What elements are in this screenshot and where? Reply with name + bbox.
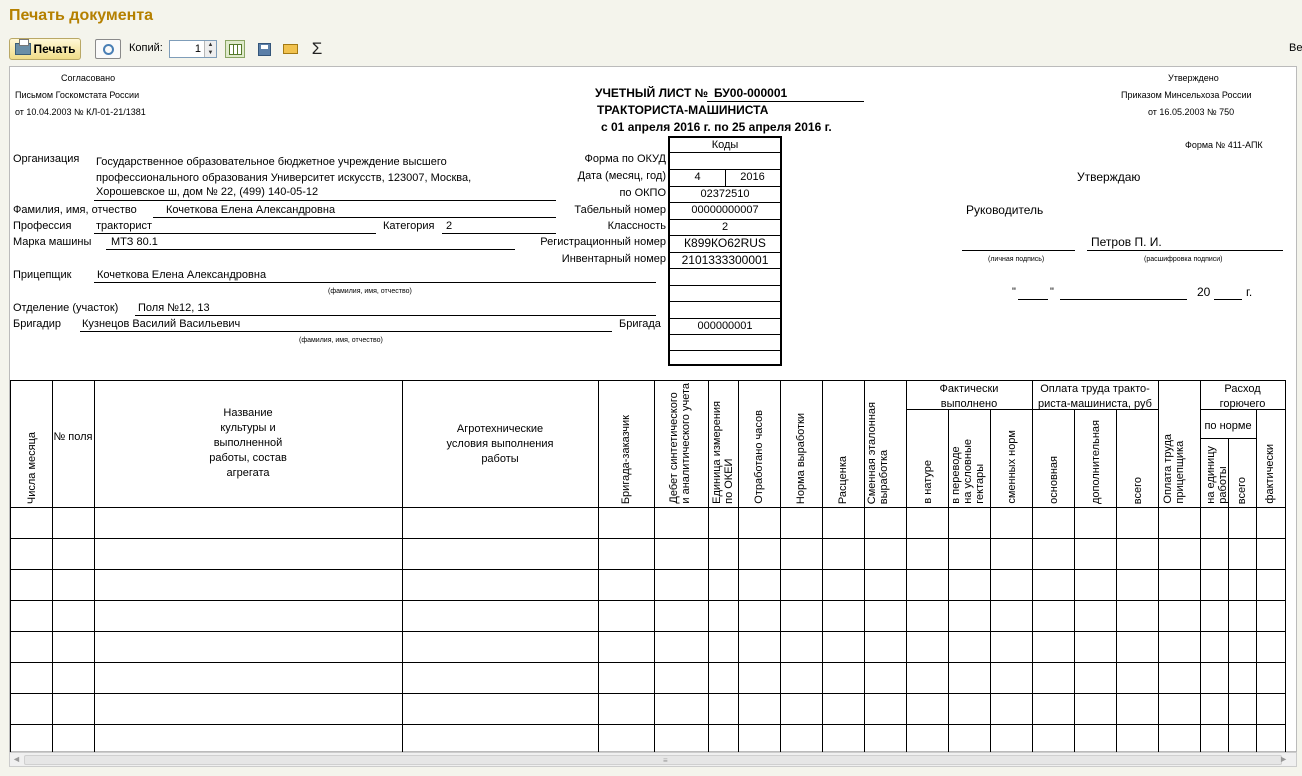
table-col-line	[906, 380, 907, 754]
table-row-line	[10, 693, 1285, 694]
code-tab: 00000000007	[691, 204, 759, 216]
header-brigade-line: Бригада-заказчик	[620, 414, 632, 504]
window-title: Печать документа	[9, 7, 154, 24]
copies-label: Копий:	[129, 42, 163, 54]
doc-title-prefix: УЧЕТНЫЙ ЛИСТ №	[595, 86, 709, 100]
scroll-right-icon[interactable]: ►	[1279, 754, 1288, 764]
header-fuel-total-line: всего	[1236, 476, 1248, 504]
code-brigade: 000000001	[697, 320, 753, 332]
header-name-line: работы, состав	[209, 452, 287, 464]
profession-label: Профессия	[13, 220, 72, 232]
code-year: 2016	[740, 171, 765, 183]
header-day	[26, 432, 38, 504]
org-line-1: Государственное образовательное бюджетное учреждение высшего	[96, 156, 447, 168]
sum-icon: Σ	[311, 39, 323, 58]
machine-underline	[106, 249, 515, 250]
org-line-3: Хорошевское ш, дом № 22, (499) 140-05-12	[96, 186, 319, 198]
send-email-button[interactable]	[280, 40, 300, 58]
approved-order: Приказом Минсельхоза России	[1121, 90, 1252, 100]
doc-period: с 01 апреля 2016 г. по 25 апреля 2016 г.	[601, 120, 832, 134]
table-row-line	[10, 631, 1285, 632]
header-name-line: агрегата	[226, 467, 270, 479]
header-trailer-pay-line: Оплата труда	[1162, 434, 1174, 504]
printer-icon	[15, 43, 31, 55]
codes-box	[668, 136, 782, 366]
header-fact	[906, 382, 1032, 412]
table-row-line	[10, 724, 1285, 725]
code-label-reg: Регистрационный номер	[540, 236, 666, 248]
machine-value: МТЗ 80.1	[111, 236, 158, 248]
header-trailer-pay-line: прицепщика	[1174, 441, 1186, 504]
table-col-line	[654, 380, 655, 754]
table-col-line	[822, 380, 823, 754]
header-agro-line: работы	[481, 453, 519, 465]
trailer-hint: (фамилия, имя, отчество)	[328, 288, 412, 295]
header-fuel-actual	[1264, 444, 1276, 504]
header-debit-line: и аналитического учета	[680, 383, 692, 504]
machine-label: Марка машины	[13, 236, 92, 248]
org-label: Организация	[13, 153, 80, 165]
codes-header: Коды	[711, 139, 739, 151]
header-unit-line: по ОКЕИ	[723, 458, 735, 504]
table-col-line	[864, 380, 865, 754]
trailer-value: Кочеткова Елена Александровна	[97, 269, 267, 281]
trailer-underline	[94, 282, 656, 283]
toolbar	[0, 36, 1302, 62]
date-year-prefix: 20	[1197, 285, 1211, 299]
header-main-line: основная	[1048, 456, 1060, 504]
signature-line	[962, 250, 1075, 251]
table-header-bottom	[10, 507, 1285, 508]
code-label-okud: Форма по ОКУД	[584, 153, 666, 165]
copies-stepper[interactable]	[169, 40, 217, 58]
header-agro-line: Агротехнические	[456, 423, 544, 435]
header-converted-line: в переводе	[950, 446, 962, 504]
table-col-line	[948, 409, 949, 754]
table-col-line	[780, 380, 781, 754]
table-col-line	[1200, 380, 1201, 754]
code-label-tab: Табельный номер	[574, 204, 666, 216]
header-total	[1132, 477, 1144, 504]
header-fact-line: выполнено	[940, 398, 998, 410]
header-per-unit-line: на единицу	[1205, 446, 1217, 504]
fio-underline	[153, 217, 556, 218]
header-main	[1048, 456, 1060, 504]
header-converted-line: гектары	[974, 464, 986, 504]
signature-name-line	[1087, 250, 1283, 251]
header-norm	[795, 413, 807, 504]
magnifier-icon	[103, 44, 114, 55]
table-col-line	[708, 380, 709, 754]
date-quote-open: "	[1012, 286, 1016, 298]
fio-value: Кочеткова Елена Александровна	[166, 204, 336, 216]
header-trailer-pay	[1162, 434, 1186, 504]
table-col-line	[1256, 409, 1257, 754]
horizontal-scrollbar[interactable]	[9, 752, 1297, 767]
foreman-hint: (фамилия, имя, отчество)	[299, 337, 383, 344]
header-pay-line: риста-машиниста, руб	[1038, 398, 1152, 410]
code-reg: К899КО62RUS	[684, 236, 766, 250]
toolbar-right-text: Ве	[1289, 42, 1302, 54]
code-inv: 2101333300001	[681, 253, 769, 267]
header-fuel-total	[1236, 477, 1248, 504]
envelope-icon	[283, 44, 298, 54]
save-button[interactable]	[254, 40, 274, 58]
copies-spin-buttons[interactable]	[204, 41, 216, 57]
date-day-line	[1018, 299, 1048, 300]
doc-number: БУ00-000001	[714, 86, 788, 100]
header-agro	[402, 422, 598, 467]
table-col-line	[1074, 409, 1075, 754]
header-pay	[1032, 382, 1158, 412]
table-col-line	[990, 409, 991, 754]
table-col-line	[598, 380, 599, 754]
dept-value: Поля №12, 13	[138, 302, 210, 314]
preview-button[interactable]	[95, 39, 121, 59]
header-additional	[1090, 420, 1102, 504]
approved-label: Утверждено	[1168, 73, 1219, 83]
category-value: 2	[446, 220, 453, 232]
table-row-line	[10, 600, 1285, 601]
code-label-okpo: по ОКПО	[619, 187, 666, 199]
agreed-label: Согласовано	[61, 73, 116, 83]
date-year-line	[1214, 299, 1242, 300]
grid-toggle-button[interactable]	[225, 40, 245, 58]
table-col-line	[1116, 409, 1117, 754]
header-per-norm-line: по норме	[1204, 420, 1252, 432]
approved-date: от 16.05.2003 № 750	[1148, 107, 1235, 117]
foreman-value: Кузнецов Василий Васильевич	[82, 318, 241, 330]
header-fuel-actual-line: фактически	[1264, 444, 1276, 504]
header-per-unit	[1205, 446, 1229, 504]
table-row-line	[10, 538, 1285, 539]
grid-icon	[229, 44, 242, 55]
form-number: Форма № 411-АПК	[1185, 140, 1263, 150]
copies-input[interactable]	[170, 41, 204, 57]
header-name	[94, 406, 402, 481]
header-shift-line: выработка	[878, 449, 890, 504]
header-pay-line: Оплата труда тракто-	[1040, 383, 1150, 395]
table-row-line	[10, 569, 1285, 570]
header-per-norm	[1200, 419, 1256, 434]
org-line-2: профессионального образования Университет искусств, 123007, Москва,	[96, 172, 472, 184]
header-shift-norms-line: сменных норм	[1006, 430, 1018, 504]
header-fuel	[1200, 382, 1285, 412]
code-month: 4	[694, 171, 701, 183]
table-col-line	[10, 380, 11, 754]
header-brigade	[620, 415, 632, 504]
sum-button[interactable]	[307, 40, 327, 58]
header-fuel-line: горючего	[1219, 398, 1266, 410]
header-natural	[922, 460, 934, 504]
code-okpo: 02372510	[700, 188, 750, 200]
code-label-class: Классность	[607, 220, 666, 232]
operations-table	[10, 380, 1285, 754]
header-natural-line: в натуре	[922, 460, 934, 504]
header-name-line: культуры и	[220, 422, 276, 434]
date-quote-close: "	[1050, 286, 1054, 298]
trailer-label: Прицепщик	[13, 269, 72, 281]
table-col-line	[1032, 380, 1033, 754]
scrollbar-thumb[interactable]	[24, 755, 1282, 765]
header-name-line: Название	[223, 407, 273, 419]
header-day-line: Числа месяца	[26, 431, 38, 504]
floppy-icon	[258, 43, 271, 56]
foreman-underline	[80, 331, 612, 332]
signature-hint: (личная подпись)	[988, 256, 1045, 263]
header-hours-line: Отработано часов	[753, 410, 765, 504]
doc-title-line2: ТРАКТОРИСТА-МАШИНИСТА	[597, 103, 769, 117]
code-label-inv: Инвентарный номер	[561, 253, 666, 265]
header-converted-line: на условные	[962, 439, 974, 504]
brigade-label: Бригада	[619, 318, 661, 330]
header-unit	[711, 401, 735, 504]
header-norm-line: Норма выработки	[795, 412, 807, 504]
header-shift	[866, 402, 890, 504]
table-col-line	[738, 380, 739, 754]
header-per-unit-line: работы	[1217, 466, 1229, 504]
table-row-line	[10, 662, 1285, 663]
doc-number-underline	[707, 101, 864, 102]
agreed-letter: Письмом Госкомстата России	[15, 90, 140, 100]
fio-label: Фамилия, имя, отчество	[13, 204, 137, 216]
chevron-down-icon[interactable]: ▼	[207, 50, 214, 56]
header-hours	[753, 410, 765, 504]
header-shift-norms	[1006, 430, 1018, 504]
print-button-label: Печать	[33, 42, 76, 56]
category-underline	[442, 233, 556, 234]
header-agro-line: условия выполнения	[446, 438, 554, 450]
header-additional-line: дополнительная	[1090, 420, 1102, 504]
header-rate	[837, 456, 849, 504]
header-name-line: выполненной	[213, 437, 283, 449]
chevron-up-icon[interactable]: ▲	[207, 42, 214, 48]
dept-underline	[135, 315, 656, 316]
table-col-line	[1285, 380, 1286, 754]
dept-label: Отделение (участок)	[13, 302, 119, 314]
header-rate-line: Расценка	[837, 455, 849, 504]
document-sheet	[9, 66, 1297, 752]
approve-label: Утверждаю	[1077, 170, 1141, 184]
scroll-grip-icon: ≡	[663, 756, 668, 765]
code-label-date: Дата (месяц, год)	[577, 170, 666, 182]
table-col-line	[1158, 380, 1159, 754]
agreed-date: от 10.04.2003 № КЛ-01-21/1381	[15, 107, 146, 117]
foreman-label: Бригадир	[13, 318, 62, 330]
date-year-suffix: г.	[1246, 285, 1253, 299]
header-fact-line: Фактически	[939, 383, 999, 395]
header-shift-line: Сменная эталонная	[866, 401, 878, 504]
header-field-line: № поля	[53, 431, 93, 443]
header-debit-line: Дебет синтетического	[668, 392, 680, 504]
header-debit	[668, 383, 692, 504]
print-button[interactable]	[9, 38, 81, 60]
header-converted	[950, 439, 986, 504]
profession-underline	[94, 233, 376, 234]
header-field	[52, 430, 94, 445]
date-month-line	[1060, 299, 1187, 300]
category-label: Категория	[383, 220, 435, 232]
signature-name-hint: (расшифровка подписи)	[1144, 256, 1223, 263]
signature-name: Петров П. И.	[1091, 235, 1162, 249]
profession-value: тракторист	[96, 220, 153, 232]
header-unit-line: Единица измерения	[711, 401, 723, 504]
header-fuel-line: Расход	[1224, 383, 1261, 395]
scroll-left-icon[interactable]: ◄	[12, 754, 21, 764]
code-class: 2	[721, 221, 729, 233]
head-label: Руководитель	[966, 203, 1044, 217]
org-underline	[94, 200, 556, 201]
header-total-line: всего	[1132, 476, 1144, 504]
table-top-border	[10, 380, 1285, 381]
